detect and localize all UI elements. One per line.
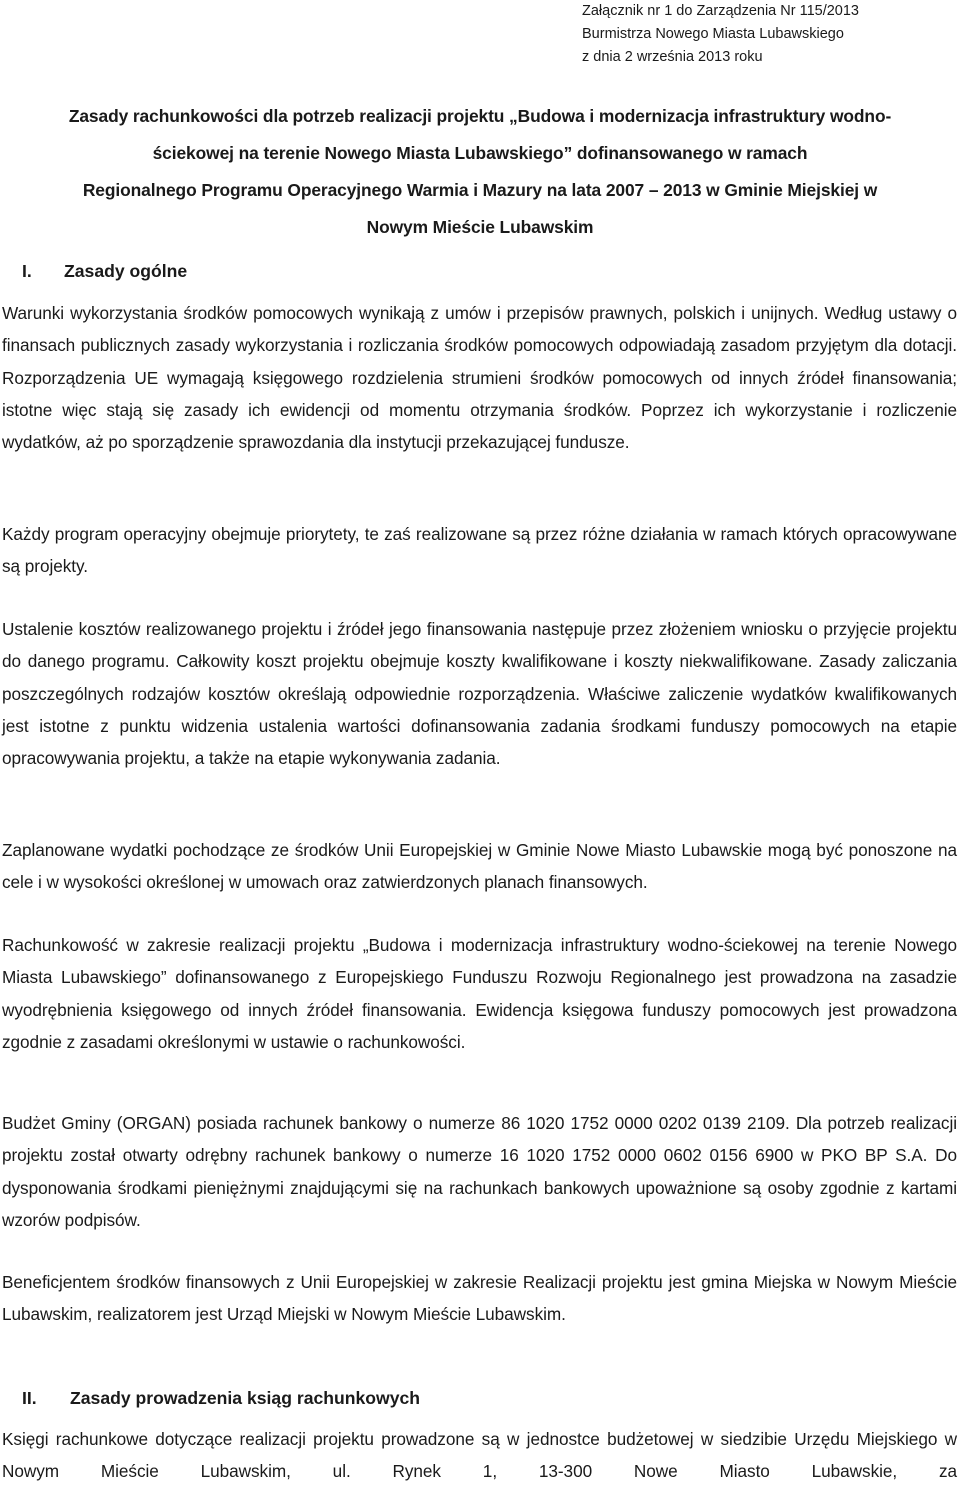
header-note-line-2: Burmistrza Nowego Miasta Lubawskiego (582, 26, 844, 42)
section-1-paragraph-5: Rachunkowość w zakresie realizacji projektu „Budowa i modernizacja infrastruktury wodno-ściekowej na terenie Nowego Miasta Lubawskiego” dofinansowanego z Europejskiego Funduszu Rozwoju Regionalnego jest prowadzona na zasadzie wyodrębnienia księgowego od innych źródeł finansowania. Ewidencja księgowa funduszy pomocowych jest prowadzona zgodnie z zasadami określonymi w ustawie o rachunkowości. (2, 935, 957, 1052)
header-note-line-3: z dnia 2 września 2013 roku (582, 49, 763, 65)
section-1-paragraph-1: Warunki wykorzystania środków pomocowych wynikają z umów i przepisów prawnych, polskich i unijnych. Według ustawy o finansach publicznych zasady wykorzystania i rozliczania środków pomocowych odpowiadają zasadom przyjętym dla dotacji. Rozporządzenia UE wymagają księgowego rozdzielenia strumieni środków pomocowych od innych źródeł finansowania; istotne więc stają się zasady ich ewidencji od momentu otrzymania środków. Poprzez ich wykorzystanie i rozliczenie wydatków, aż po sporządzenie sprawozdania dla instytucji przekazującej fundusze. (2, 303, 957, 453)
attachment-header-note (582, 0, 952, 69)
section-1-paragraph-7: Beneficjentem środków finansowych z Unii Europejskiej w zakresie Realizacji projektu jest gmina Miejska w Nowym Mieście Lubawskim, realizatorem jest Urząd Miejski w Nowym Mieście Lubawskim. (2, 1272, 957, 1325)
title-line-1: Zasady rachunkowości dla potrzeb realizacji projektu „Budowa i modernizacja infrastruktury wodno- (68, 106, 892, 126)
section-2-paragraph-1: Księgi rachunkowe dotyczące realizacji projektu prowadzone są w jednostce budżetowej w siedzibie Urzędu Miejskiego w Nowym Mieście Lubawskim, ul. Rynek 1, 13-300 Nowe Miasto Lubawskie, za (2, 1429, 957, 1482)
header-note-line-1: Załącznik nr 1 do Zarządzenia Nr 115/2013 (582, 3, 859, 19)
section-1-paragraph-3: Ustalenie kosztów realizowanego projektu i źródeł jego finansowania następuje przez złożeniem wniosku o przyjęcie projektu do danego programu. Całkowity koszt projektu obejmuje koszty kwalifikowane i koszty niekwalifikowane. Zasady zaliczania poszczególnych rodzajów kosztów określają odpowiednie rozporządzenia. Właściwe zaliczenie wydatków kwalifikowanych jest istotne z punktu widzenia ustalenia wartości dofinansowania zadania środkami funduszy pomocowych na etapie opracowywania projektu, a także na etapie wykonywania zadania. (2, 619, 957, 769)
section-1-paragraph-4: Zaplanowane wydatki pochodzące ze środków Unii Europejskiej w Gminie Nowe Miasto Lubawskie mogą być ponoszone na cele i w wysokości określonej w umowach oraz zatwierdzonych planach finansowych. (2, 840, 957, 893)
title-line-4: Nowym Mieście Lubawskim (366, 217, 594, 237)
title-line-3: Regionalnego Programu Operacyjnego Warmia i Mazury na lata 2007 – 2013 w Gminie Miejskiej w (82, 180, 878, 200)
section-2-title: Zasady prowadzenia ksiąg rachunkowych (70, 1388, 421, 1408)
title-line-2: ściekowej na terenie Nowego Miasta Lubawskiego” dofinansowanego w ramach (152, 143, 808, 163)
section-2-number: II. (22, 1388, 37, 1408)
document-title (0, 98, 960, 246)
section-1-paragraph-6: Budżet Gminy (ORGAN) posiada rachunek bankowy o numerze 86 1020 1752 0000 0202 0139 2109. Dla potrzeb realizacji projektu został otwarty odrębny rachunek bankowy o numerze 16 1020 1752 0000 0602 0156 6900 w PKO BP S.A. Do dysponowania środkami pieniężnymi znajdującymi się na rachunkach bankowych upoważnione są osoby zgodnie z kartami wzorów podpisów. (2, 1113, 957, 1230)
section-1-paragraph-2: Każdy program operacyjny obejmuje priorytety, te zaś realizowane są przez różne działania w ramach których opracowywane są projekty. (2, 524, 957, 577)
section-1-title: Zasady ogólne (64, 261, 188, 281)
section-1-heading (22, 259, 187, 283)
section-2-heading (22, 1386, 420, 1410)
section-1-number: I. (22, 261, 32, 281)
